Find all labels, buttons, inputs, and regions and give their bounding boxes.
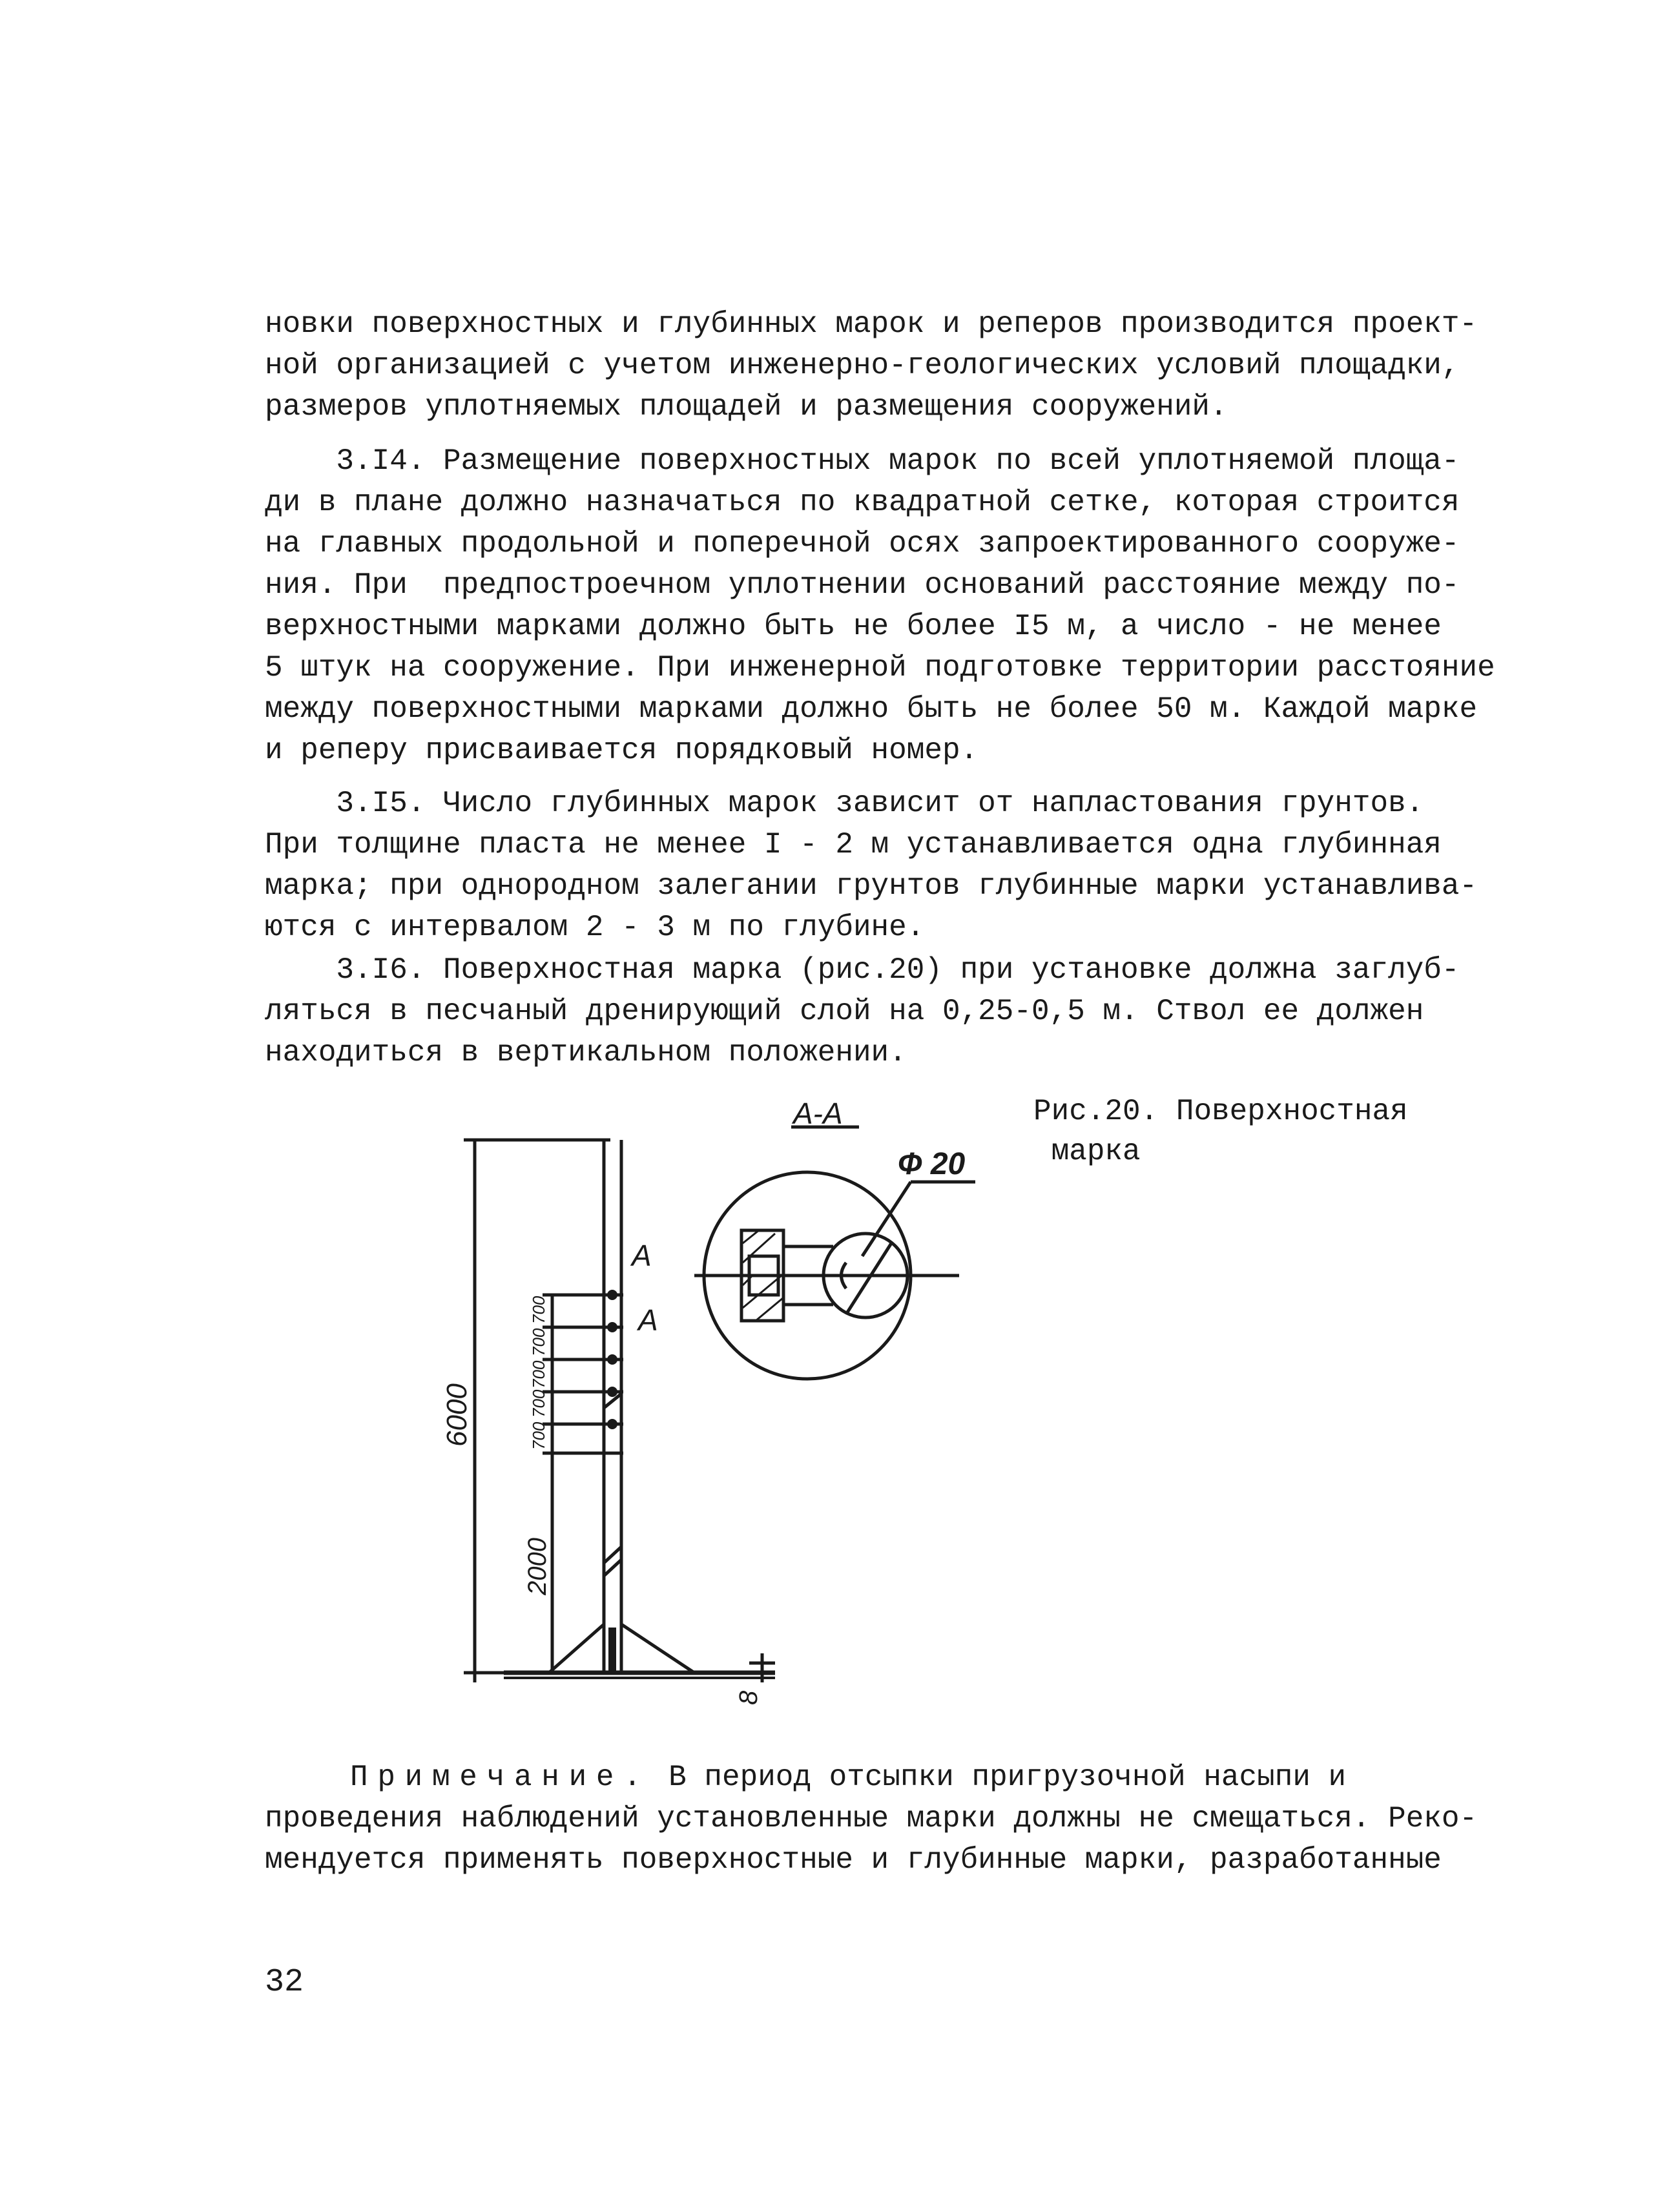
text-line: размеров уплотняемых площадей и размещения сооружений.	[265, 390, 1228, 424]
rod-hatch	[846, 1243, 891, 1314]
text-line: 5 штук на сооружение. При инженерной подготовке территории расстояние	[265, 651, 1495, 685]
head-hatch	[743, 1230, 759, 1243]
support-left	[549, 1624, 604, 1673]
caption-line: Рис.20. Поверхностная	[1033, 1095, 1408, 1128]
head-hatch	[756, 1298, 783, 1321]
dimension-label-total: 6000	[441, 1383, 473, 1447]
anchor-bolt	[608, 1628, 616, 1673]
page-number: 32	[265, 1964, 304, 2001]
dimension-label-spacing: 700	[529, 1328, 548, 1356]
node-point	[607, 1290, 617, 1300]
node-point	[607, 1322, 617, 1332]
text-line: 3.I6. Поверхностная марка (рис.20) при установке должна заглуб-	[265, 953, 1460, 987]
node-point	[607, 1387, 617, 1397]
dimension-label-base: 8	[734, 1690, 763, 1705]
dimension-label-spacing: 700	[529, 1296, 548, 1324]
text-line: ния. При предпостроечном уплотнении оснований расстояние между по-	[265, 568, 1460, 602]
note-line: В период отсыпки пригрузочной насыпи и	[650, 1761, 1347, 1794]
node-point	[607, 1354, 617, 1365]
support-right	[621, 1624, 694, 1673]
text-line: ной организацией с учетом инженерно-геологических условий площадки,	[265, 349, 1460, 382]
section-label: А-А	[793, 1097, 843, 1130]
text-line: на главных продольной и поперечной осях запроектированного сооруже-	[265, 527, 1460, 561]
text-line: 3.I4. Размещение поверхностных марок по всей уплотняемой площа-	[265, 444, 1460, 478]
text-line: марка; при однородном залегании грунтов глубинные марки устанавлива-	[265, 869, 1478, 903]
section-marker-upper: А	[632, 1239, 652, 1272]
note-first-line	[265, 1757, 1421, 1798]
note-heading: Примечание.	[350, 1761, 651, 1794]
text-line: верхностными марками должно быть не более I5 м, а число - не менее	[265, 610, 1442, 643]
text-line: ляться в песчаный дренирующий слой на 0,25-0,5 м. Ствол ее должен	[265, 995, 1424, 1028]
text-line: ди в плане должно назначаться по квадратной сетке, которая строится	[265, 486, 1460, 519]
node-point	[607, 1419, 617, 1429]
text-line: новки поверхностных и глубинных марок и реперов производится проект-	[265, 307, 1478, 341]
note-line: мендуется применять поверхностные и глубинные марки, разработанные	[265, 1843, 1442, 1877]
text-line: ются с интервалом 2 - 3 м по глубине.	[265, 911, 925, 944]
text-line: При толщине пласта не менее I - 2 м устанавливается одна глубинная	[265, 828, 1442, 862]
text-line: и реперу присваивается порядковый номер.	[265, 734, 979, 767]
dimension-label-spacing: 700	[529, 1360, 548, 1389]
note-line: проведения наблюдений установленные марки должны не смещаться. Реко-	[265, 1802, 1478, 1835]
text-line: находиться в вертикальном положении.	[265, 1036, 907, 1070]
dimension-label-spacing: 700	[529, 1389, 548, 1418]
section-marker-lower: А	[638, 1303, 658, 1337]
diameter-label: Ф 20	[898, 1147, 966, 1181]
caption-line: марка	[1033, 1135, 1141, 1168]
dimension-label-bottom: 2000	[523, 1538, 552, 1595]
note-block	[265, 1757, 1478, 1881]
dimension-label-spacing: 700	[529, 1421, 548, 1450]
text-line: 3.I5. Число глубинных марок зависит от напластования грунтов.	[265, 787, 1424, 820]
text-line: между поверхностными марками должно быть не более 50 м. Каждой марке	[265, 692, 1478, 726]
head-hatch	[743, 1234, 775, 1263]
